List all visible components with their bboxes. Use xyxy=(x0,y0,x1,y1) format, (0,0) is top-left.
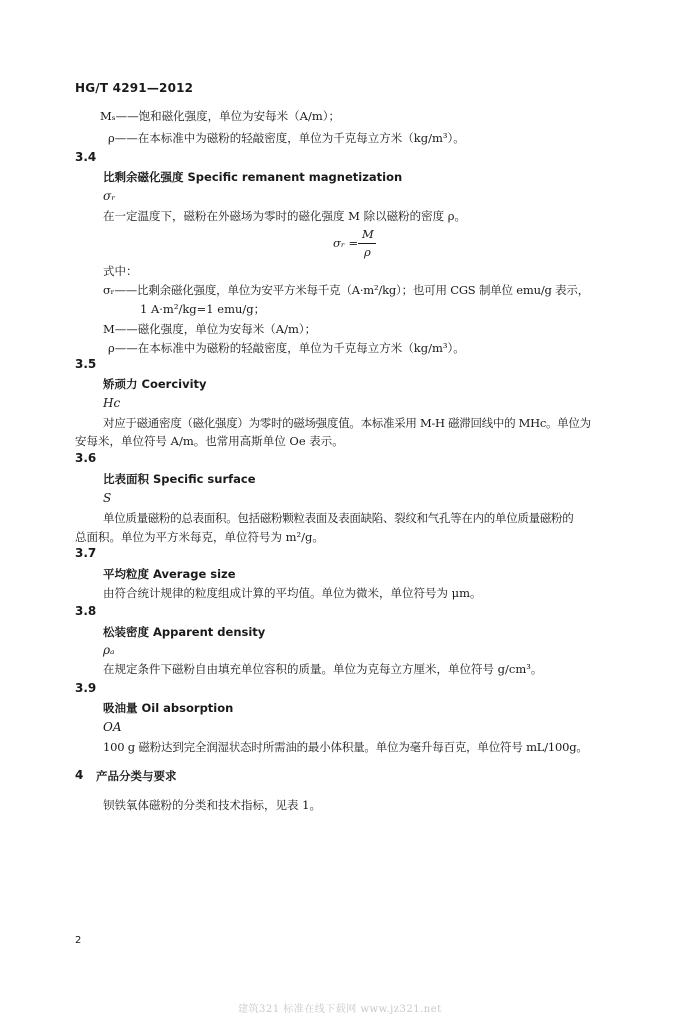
section-3-5-number: 3.5 xyxy=(75,357,97,371)
section-3-9-description: 100 g 磁粉达到完全润湿状态时所需油的最小体积量。单位为毫升每百克，单位符号 mL/100g。 xyxy=(103,740,588,754)
section-3-9-term: 吸油量 Oil absorption xyxy=(103,701,234,715)
ms-definition: Mₛ——饱和磁化强度，单位为安每米（A/m）； xyxy=(100,109,340,123)
section-4-description: 钡铁氧体磁粉的分类和技术指标，见表 1。 xyxy=(103,798,321,812)
where-label: 式中： xyxy=(103,264,138,278)
section-3-8-symbol: ρₐ xyxy=(103,643,115,657)
section-3-6-term: 比表面积 Specific surface xyxy=(103,472,256,486)
section-3-8-number: 3.8 xyxy=(75,604,97,618)
section-4-number: 4 xyxy=(75,768,84,782)
rho-definition-2: ρ——在本标准中为磁粉的轻敲密度，单位为千克每立方米（kg/m³）。 xyxy=(108,341,465,355)
section-3-6-number: 3.6 xyxy=(75,451,97,465)
section-3-5-description-2: 安每米，单位符号 A/m。也常用高斯单位 Oe 表示。 xyxy=(75,434,344,448)
sigma-definition-cont: 1 A·m²/kg=1 emu/g； xyxy=(140,302,266,316)
section-3-4-term: 比剩余磁化强度 Specific remanent magnetization xyxy=(103,170,403,184)
section-3-6-symbol: S xyxy=(103,491,112,505)
section-3-4-symbol: σᵣ xyxy=(103,189,116,203)
section-3-8-description: 在规定条件下磁粉自由填充单位容积的质量。单位为克每立方厘米，单位符号 g/cm³。 xyxy=(103,662,543,676)
formula-denominator: ρ xyxy=(364,245,371,259)
section-3-8-term: 松装密度 Apparent density xyxy=(103,625,266,639)
section-3-9-symbol: OA xyxy=(103,720,122,734)
section-3-5-term: 矫顽力 Coercivity xyxy=(103,377,207,391)
section-3-7-number: 3.7 xyxy=(75,546,97,560)
sigma-definition: σᵣ——比剩余磁化强度，单位为安平方米每千克（A·m²/kg）；也可用 CGS 制单位 emu/g 表示， xyxy=(103,283,590,297)
section-3-5-description-1: 对应于磁通密度（磁化强度）为零时的磁场强度值。本标准采用 M-H 磁滞回线中的 MHc。单位为 xyxy=(103,416,591,430)
section-3-7-term: 平均粒度 Average size xyxy=(103,567,236,581)
standard-code: HG/T 4291—2012 xyxy=(75,81,194,95)
fraction-bar xyxy=(358,243,376,244)
footer-watermark: 建筑321 标准在线下载网 www.jz321.net xyxy=(238,1004,442,1015)
section-3-4-description: 在一定温度下，磁粉在外磁场为零时的磁化强度 M 除以磁粉的密度 ρ。 xyxy=(103,209,466,223)
section-3-6-description-2: 总面积。单位为平方米每克，单位符号为 m²/g。 xyxy=(75,530,324,544)
section-3-4-number: 3.4 xyxy=(75,150,97,164)
formula-numerator: M xyxy=(362,227,374,241)
rho-definition-1: ρ——在本标准中为磁粉的轻敲密度，单位为千克每立方米（kg/m³）。 xyxy=(108,131,465,145)
section-3-7-description: 由符合统计规律的粒度组成计算的平均值。单位为微米，单位符号为 μm。 xyxy=(103,586,482,600)
section-4-title: 产品分类与要求 xyxy=(96,769,177,783)
section-3-6-description-1: 单位质量磁粉的总表面积。包括磁粉颗粒表面及表面缺陷、裂纹和气孔等在内的单位质量磁粉的 xyxy=(103,511,574,525)
m-definition: M——磁化强度，单位为安每米（A/m）； xyxy=(103,322,317,336)
section-3-9-number: 3.9 xyxy=(75,681,97,695)
formula-lhs: σᵣ = xyxy=(333,236,359,250)
section-3-5-symbol: Hc xyxy=(103,396,121,410)
page-number: 2 xyxy=(75,935,82,946)
